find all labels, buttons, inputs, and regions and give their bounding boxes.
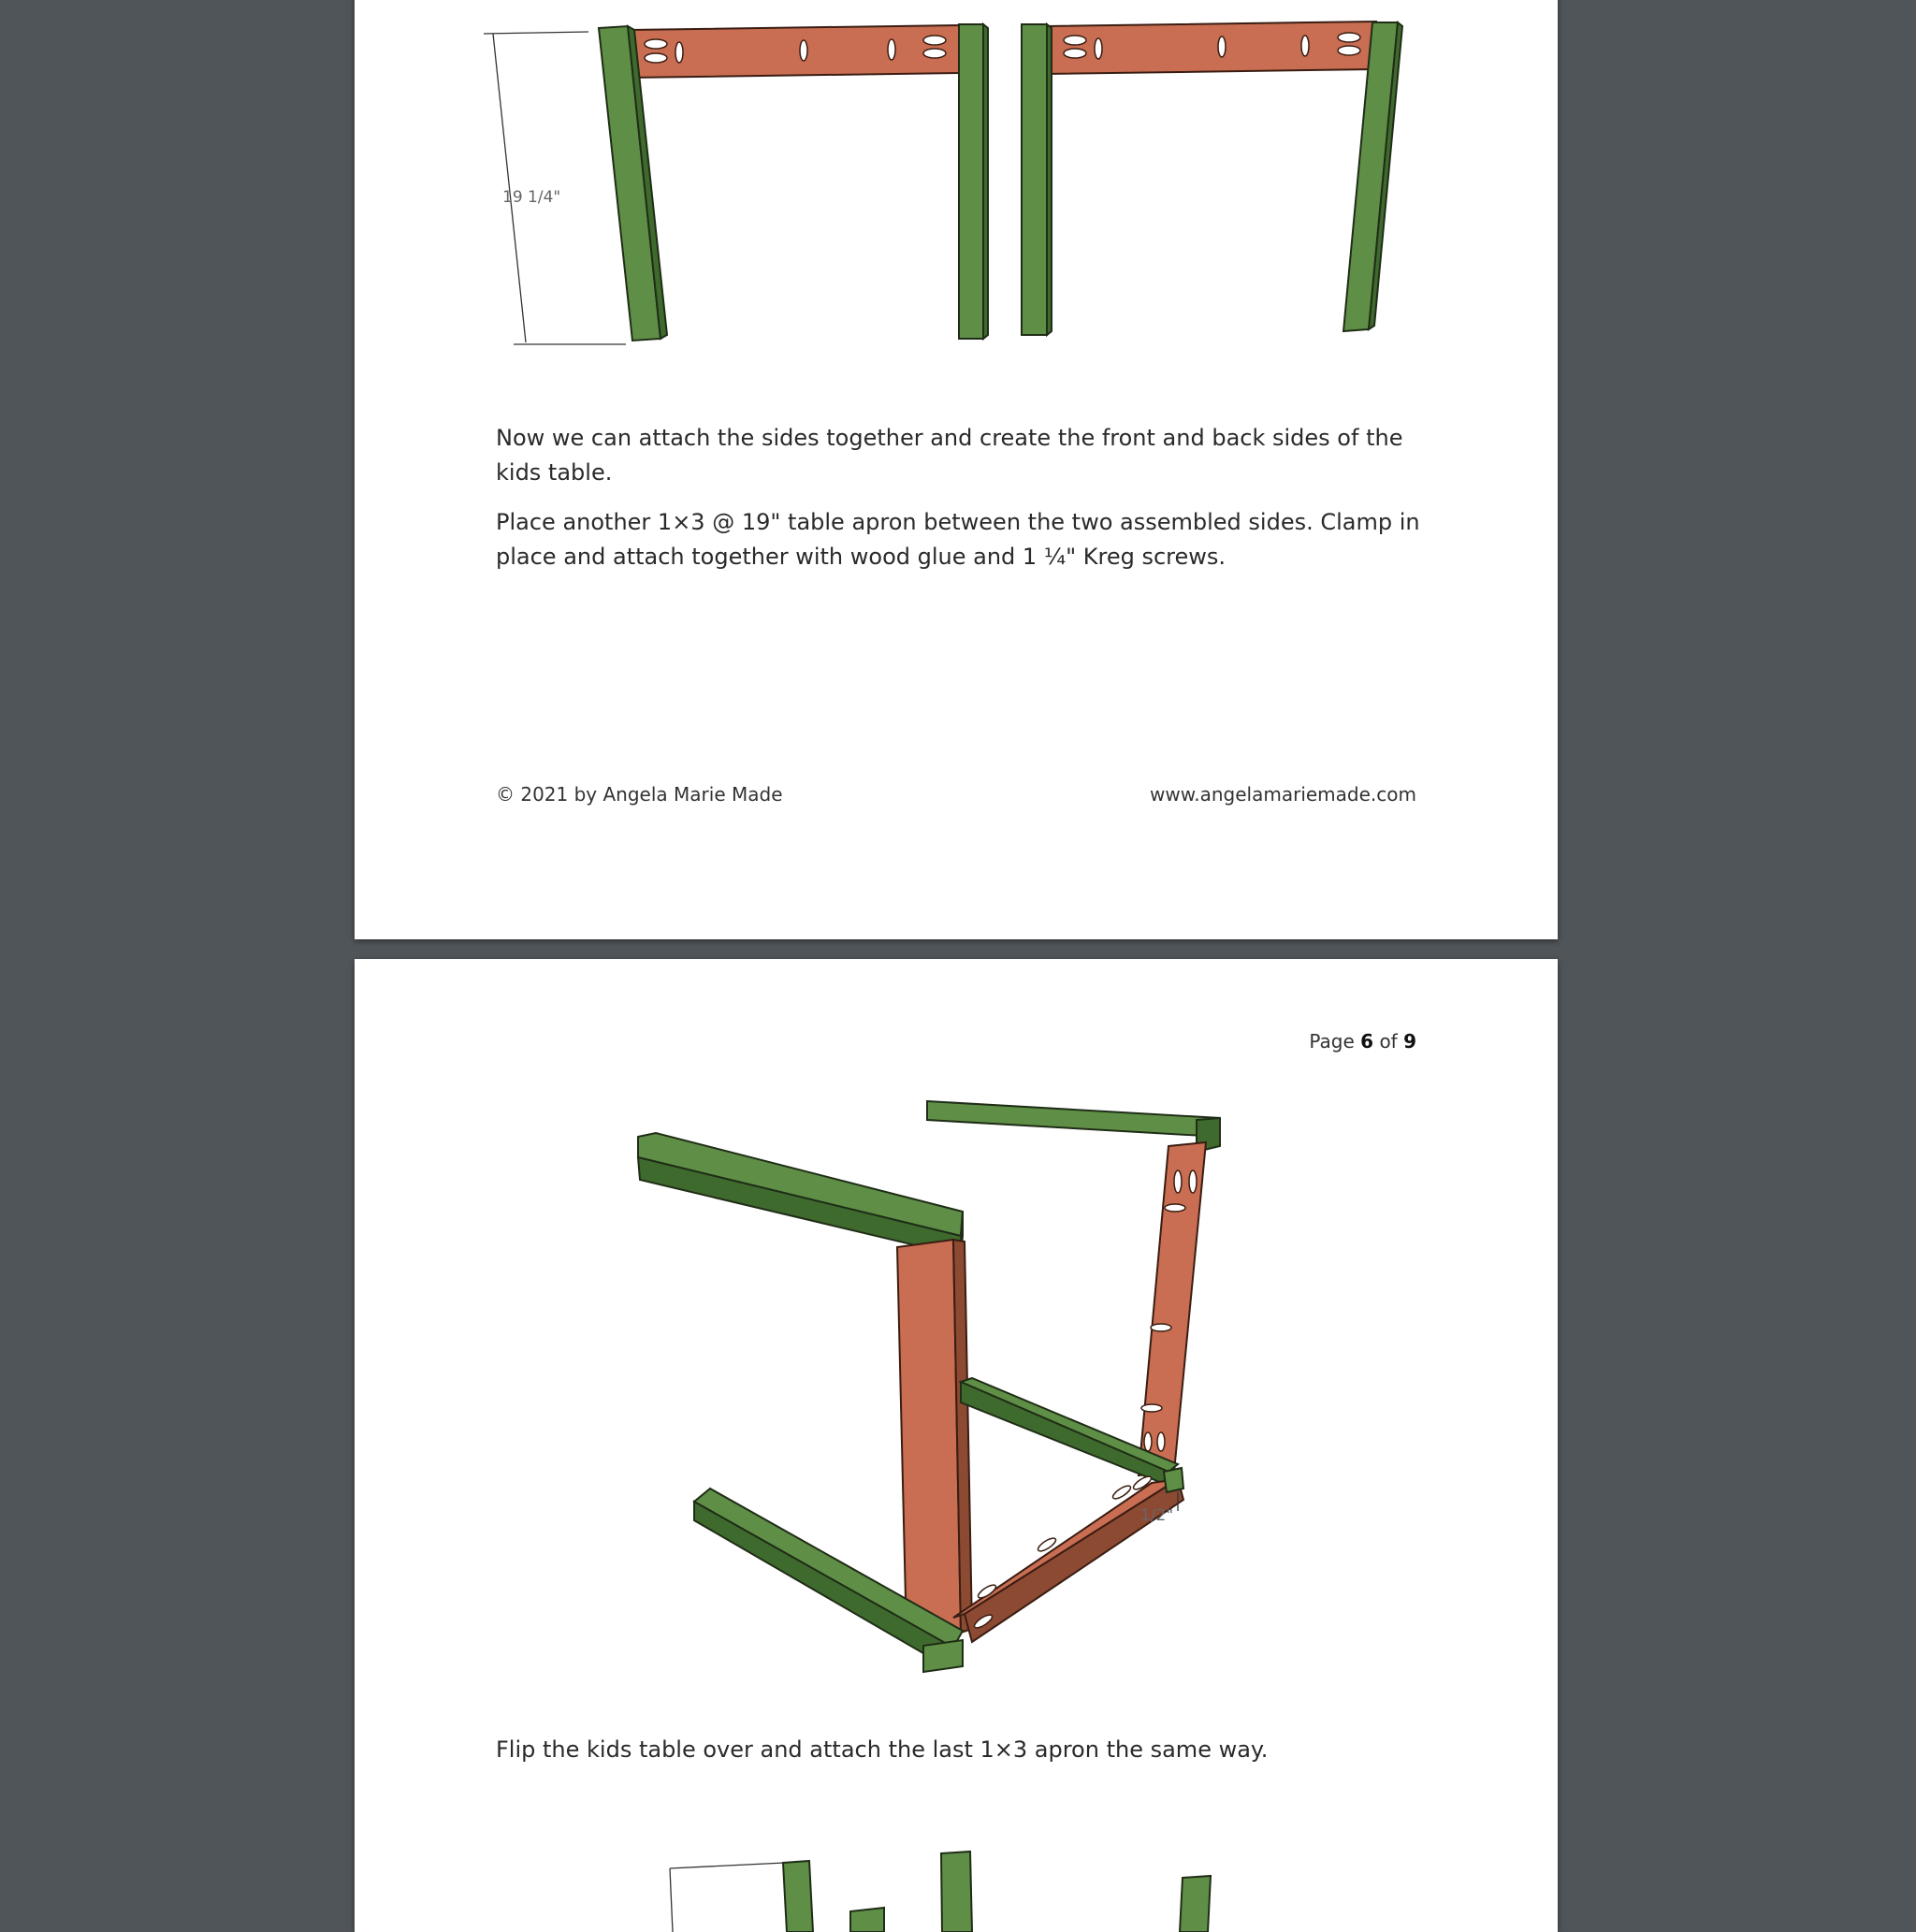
next-step-illustration-partial <box>355 1801 1558 1932</box>
assembled-frame-illustration <box>355 959 1558 1525</box>
height-dimension-label: 19 1/4" <box>502 188 561 207</box>
bottom-apron <box>953 1474 1183 1642</box>
footer-website: www.angelamariemade.com <box>1150 783 1416 806</box>
instruction-paragraph-attach-sides: Now we can attach the sides together and create the front and back sides of the kids table. <box>496 425 1403 486</box>
page-indicator-total: 9 <box>1403 1030 1416 1053</box>
document-page-5 <box>355 0 1558 939</box>
page-indicator-prefix: Page <box>1309 1030 1355 1053</box>
document-page-6 <box>355 959 1558 1932</box>
vertical-apron-left <box>897 1240 972 1640</box>
footer-copyright: © 2021 by Angela Marie Made <box>496 783 783 806</box>
page-indicator-separator: of <box>1379 1030 1398 1053</box>
vertical-apron-right <box>1139 1142 1206 1475</box>
offset-dimension-label: 1/2" <box>1140 1506 1174 1525</box>
instruction-paragraph-flip-table: Flip the kids table over and attach the last 1×3 apron the same way. <box>496 1736 1269 1763</box>
right-side-assembly <box>1022 22 1402 335</box>
right-rail <box>927 1101 1220 1152</box>
page-indicator-current: 6 <box>1360 1030 1374 1053</box>
left-side-assembly <box>599 24 988 341</box>
left-rail <box>638 1133 963 1257</box>
corner-leg-stub <box>1164 1468 1183 1492</box>
instruction-paragraph-place-apron: Place another 1×3 @ 19" table apron between the two assembled sides. Clamp in place and attach together with wood glue and 1 ¼" Kreg screws. <box>496 509 1420 570</box>
side-assembly-illustration <box>355 0 1558 346</box>
